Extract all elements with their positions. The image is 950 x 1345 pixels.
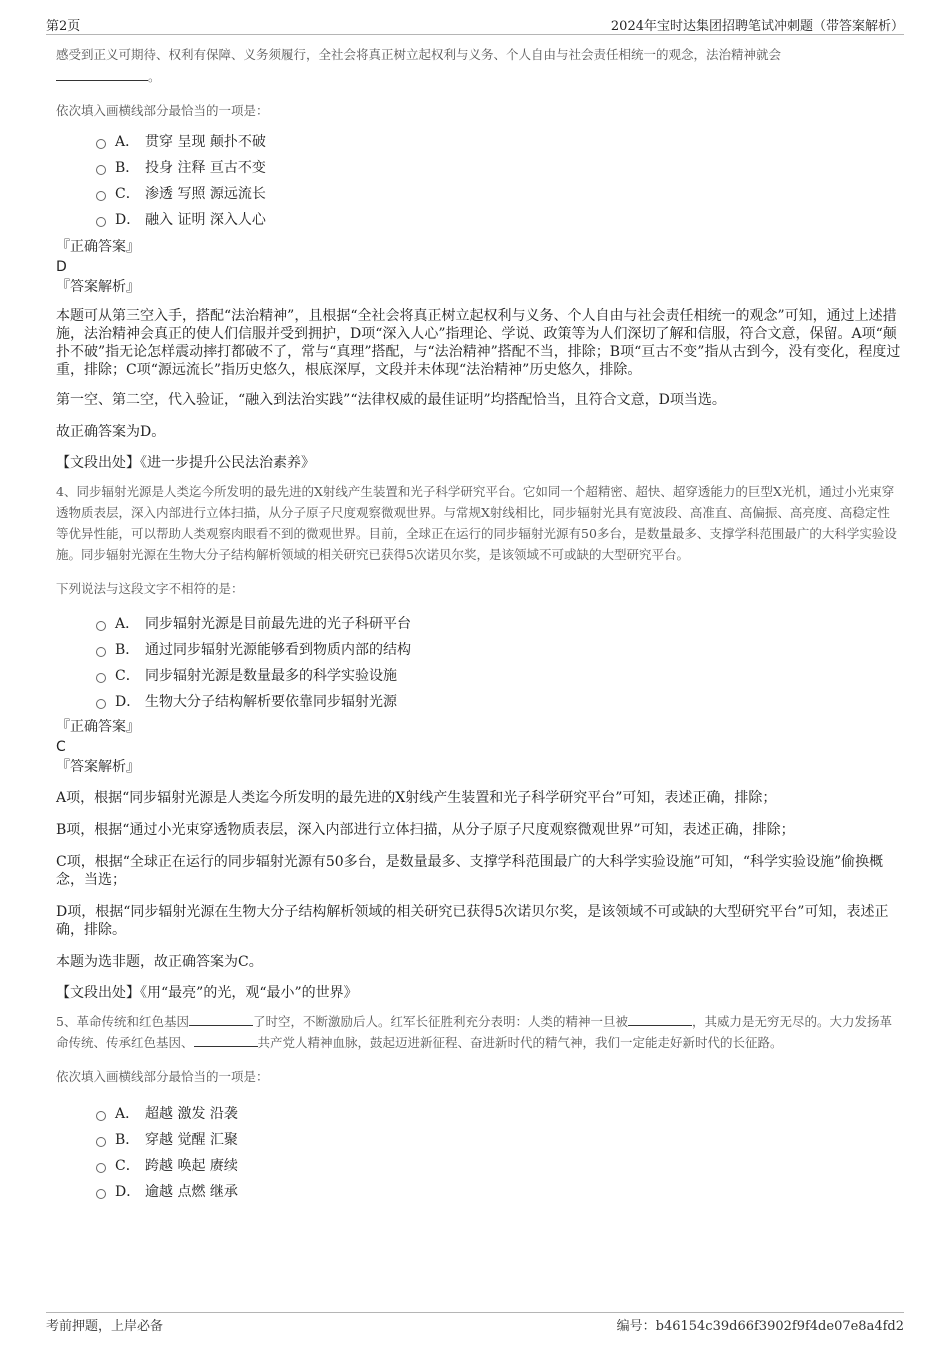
answer-blank xyxy=(628,1013,692,1026)
option-list xyxy=(56,611,902,715)
document-serial: 编号：b46154c39d66f3902f9f4de07e8a4fd2 xyxy=(616,1319,904,1334)
page-header xyxy=(46,14,904,35)
question-3 xyxy=(56,44,902,473)
radio-icon[interactable] xyxy=(96,1111,106,1121)
page-number: 第2页 xyxy=(46,19,81,34)
analysis-paragraph: 第一空、第二空，代入验证，“融入到法治实践”“法律权威的最佳证明”均搭配恰当，且符合文意，D项当选。 xyxy=(56,392,726,408)
source-citation: 【文段出处】《用“最亮”的光，观“最小”的世界》 xyxy=(56,985,358,1001)
analysis-paragraph: D项，根据“同步辐射光源在生物大分子结构解析领域的相关研究已获得5次诺贝尔奖，是该领域不可或缺的大型研究平台”可知，表述正确，排除。 xyxy=(56,904,889,938)
option-b[interactable]: B． 通过同步辐射光源能够看到物质内部的结构 xyxy=(96,637,902,663)
option-a[interactable]: A． 同步辐射光源是目前最先进的光子科研平台 xyxy=(96,611,902,637)
option-b[interactable]: B． 穿越 觉醒 汇聚 xyxy=(96,1127,902,1153)
radio-icon[interactable] xyxy=(96,621,106,631)
analysis-paragraph: B项，根据“通过小光束穿透物质表层，深入内部进行立体扫描，从分子原子尺度观察微观世界”可知，表述正确，排除； xyxy=(56,822,795,838)
radio-icon[interactable] xyxy=(96,217,106,227)
option-d[interactable]: D． 融入 证明 深入人心 xyxy=(96,207,902,233)
source-citation: 【文段出处】《进一步提升公民法治素养》 xyxy=(56,455,315,471)
option-c[interactable]: C． 跨越 唤起 赓续 xyxy=(96,1153,902,1179)
question-prompt: 下列说法与这段文字不相符的是： xyxy=(56,581,244,596)
analysis-paragraph: 本题为选非题，故正确答案为C。 xyxy=(56,954,263,970)
analysis-paragraph: 本题可从第三空入手，搭配“法治精神”，且根据“全社会将真正树立起权利与义务、个人自由与社会责任相统一的观念”可知，通过上述措施，法治精神会真正的使人们信服并受到拥护，D项“深入人心”指理论、学说、政策等为人们深切了解和信服，符合文意，保留。A项“颠扑不破”指无论怎样震动摔打都破不了，常与“真理”搭配，与“法治精神”搭配不当，排除；B项“亘古不变”指从古到今，没有变化，程度过重，排除；C项“源远流长”指历史悠久，根底深厚，文段并未体现“法治精神”历史悠久，排除。 xyxy=(56,308,901,378)
option-list xyxy=(56,1101,902,1205)
option-c[interactable]: C． 同步辐射光源是数量最多的科学实验设施 xyxy=(96,663,902,689)
question-4 xyxy=(56,481,902,1003)
question-stem: 5、革命传统和红色基因 了时空，不断激励后人。红军长征胜利充分表明：人类的精神一旦被 ，其威力是无穷无尽的。大力发扬革命传统、传承红色基因、 共产党人精神血脉，鼓起迈进新征程、奋进新时代的精气神，我们一定能走好新时代的长征路。 xyxy=(56,1014,892,1050)
page-content xyxy=(56,44,902,1205)
answer-blank xyxy=(189,1013,253,1026)
radio-icon[interactable] xyxy=(96,165,106,175)
correct-answer: D xyxy=(56,259,67,275)
question-stem: 4、同步辐射光源是人类迄今所发明的最先进的X射线产生装置和光子科学研究平台。它如同一个超精密、超快、超穿透能力的巨型X光机，通过小光束穿透物质表层，深入内部进行立体扫描，从分子原子尺度观察微观世界。与常规X射线相比，同步辐射光具有宽波段、高准直、高偏振、高亮度、高稳定性等优异性能，可以帮助人类观察肉眼看不到的微观世界。目前，全球正在运行的同步辐射光源有50多台，是数量最多、支撑学科范围最广的大科学实验设施。同步辐射光源在生物大分子结构解析领域的相关研究已获得5次诺贝尔奖，是该领域不可或缺的大型研究平台。 xyxy=(56,484,897,562)
answer-label: 『正确答案』 xyxy=(56,719,140,735)
document-title: 2024年宝时达集团招聘笔试冲刺题（带答案解析） xyxy=(610,19,904,34)
option-c[interactable]: C． 渗透 写照 源远流长 xyxy=(96,181,902,207)
analysis-label: 『答案解析』 xyxy=(56,279,140,295)
answer-blank xyxy=(194,1034,258,1047)
radio-icon[interactable] xyxy=(96,1189,106,1199)
radio-icon[interactable] xyxy=(96,673,106,683)
radio-icon[interactable] xyxy=(96,1137,106,1147)
option-b[interactable]: B． 投身 注释 亘古不变 xyxy=(96,155,902,181)
radio-icon[interactable] xyxy=(96,647,106,657)
radio-icon[interactable] xyxy=(96,1163,106,1173)
answer-label: 『正确答案』 xyxy=(56,239,140,255)
radio-icon[interactable] xyxy=(96,191,106,201)
radio-icon[interactable] xyxy=(96,139,106,149)
stem-end: 。 xyxy=(148,69,161,84)
question-5 xyxy=(56,1011,902,1205)
analysis-paragraph: C项，根据“全球正在运行的同步辐射光源有50多台，是数量最多、支撑学科范围最广的大科学实验设施”可知，“科学实验设施”偷换概念，当选； xyxy=(56,854,884,888)
analysis-paragraph: 故正确答案为D。 xyxy=(56,424,166,440)
question-prompt: 依次填入画横线部分最恰当的一项是： xyxy=(56,1069,269,1084)
answer-blank xyxy=(56,68,148,81)
correct-answer: C xyxy=(56,739,66,755)
option-d[interactable]: D． 生物大分子结构解析要依靠同步辐射光源 xyxy=(96,689,902,715)
option-a[interactable]: A． 贯穿 呈现 颠扑不破 xyxy=(96,129,902,155)
page-footer xyxy=(46,1312,904,1337)
question-prompt: 依次填入画横线部分最恰当的一项是： xyxy=(56,103,269,118)
option-list xyxy=(56,129,902,233)
option-d[interactable]: D． 逾越 点燃 继承 xyxy=(96,1179,902,1205)
radio-icon[interactable] xyxy=(96,699,106,709)
footer-slogan: 考前押题，上岸必备 xyxy=(46,1319,164,1334)
question-stem xyxy=(56,44,902,88)
analysis-label: 『答案解析』 xyxy=(56,759,140,775)
option-a[interactable]: A． 超越 激发 沿袭 xyxy=(96,1101,902,1127)
analysis-paragraph: A项，根据“同步辐射光源是人类迄今所发明的最先进的X射线产生装置和光子科学研究平台”可知，表述正确，排除； xyxy=(56,790,777,806)
stem-text: 感受到正义可期待、权利有保障、义务须履行，全社会将真正树立起权利与义务、个人自由与社会责任相统一的观念，法治精神就会 xyxy=(56,47,782,62)
